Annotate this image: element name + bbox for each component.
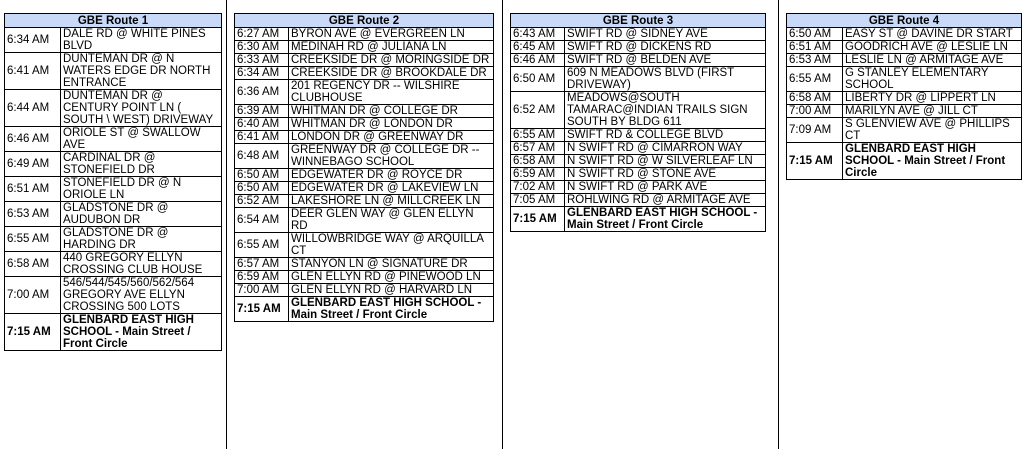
stop-location: GLEN ELLYN RD @ HARVARD LN (289, 284, 494, 297)
stop-row (787, 92, 1022, 105)
stop-time: 6:34 AM (235, 67, 289, 80)
stop-row (235, 195, 494, 208)
stop-row (787, 67, 1022, 92)
stop-location: GOODRICH AVE @ LESLIE LN (843, 41, 1022, 54)
stop-location: STANYON LN @ SIGNATURE DR (289, 258, 494, 271)
stop-row (511, 92, 766, 129)
stop-row (235, 271, 494, 284)
stop-location: GLEN ELLYN RD @ PINEWOOD LN (289, 271, 494, 284)
stop-time: 7:15 AM (5, 314, 61, 351)
stop-location: DALE RD @ WHITE PINES BLVD (61, 28, 222, 53)
stop-time: 7:00 AM (5, 277, 61, 314)
stop-location: DUNTEMAN DR @ N WATERS EDGE DR NORTH ENTRANCE (61, 53, 222, 90)
stop-row (235, 54, 494, 67)
stop-time: 7:15 AM (511, 207, 565, 232)
route-2-table (234, 13, 494, 322)
stop-location: N SWIFT RD @ PARK AVE (565, 181, 766, 194)
stop-location: GREENWAY DR @ COLLEGE DR -- WINNEBAGO SCHOOL (289, 144, 494, 169)
stop-location: S GLENVIEW AVE @ PHILLIPS CT (843, 118, 1022, 143)
stop-row (235, 208, 494, 233)
stop-location: CARDINAL DR @ STONEFIELD DR (61, 152, 222, 177)
stop-time: 6:50 AM (235, 169, 289, 182)
stop-time: 6:55 AM (511, 129, 565, 142)
stop-row (235, 284, 494, 297)
stop-row (511, 194, 766, 207)
stop-location: 546/544/545/560/562/564 GREGORY AVE ELLYN CROSSING 500 LOTS (61, 277, 222, 314)
stop-row (511, 54, 766, 67)
stop-time: 7:05 AM (511, 194, 565, 207)
stop-location: N SWIFT RD @ STONE AVE (565, 168, 766, 181)
stop-location: GLADSTONE DR @ AUDUBON DR (61, 202, 222, 227)
stop-row (511, 41, 766, 54)
stop-time: 6:50 AM (235, 182, 289, 195)
stop-location: GLENBARD EAST HIGH SCHOOL - Main Street / Front Circle (61, 314, 222, 351)
stop-location: 609 N MEADOWS BLVD (FIRST DRIVEWAY) (565, 67, 766, 92)
stop-location: EDGEWATER DR @ ROYCE DR (289, 169, 494, 182)
stop-row (235, 41, 494, 54)
stop-location: CREEKSIDE DR @ MORINGSIDE DR (289, 54, 494, 67)
stop-row (5, 152, 222, 177)
stop-time: 6:53 AM (5, 202, 61, 227)
stop-time: 6:33 AM (235, 54, 289, 67)
stop-row (5, 277, 222, 314)
column-separator (226, 0, 227, 449)
stop-time: 6:55 AM (787, 67, 843, 92)
stop-row (235, 131, 494, 144)
stop-location: 201 REGENCY DR -- WILSHIRE CLUBHOUSE (289, 80, 494, 105)
stop-time: 6:50 AM (511, 67, 565, 92)
stop-row (511, 142, 766, 155)
stop-row (5, 314, 222, 351)
stop-row (511, 155, 766, 168)
stop-location: DUNTEMAN DR @ CENTURY POINT LN ( SOUTH \ WEST) DRIVEWAY (61, 90, 222, 127)
stop-row (787, 118, 1022, 143)
stop-location: SWIFT RD @ BELDEN AVE (565, 54, 766, 67)
stop-row (235, 105, 494, 118)
route-title: GBE Route 1 (5, 14, 222, 28)
stop-time: 6:57 AM (511, 142, 565, 155)
stop-time: 6:58 AM (5, 252, 61, 277)
stop-location: GLENBARD EAST HIGH SCHOOL - Main Street / Front Circle (565, 207, 766, 232)
stop-row (5, 227, 222, 252)
route-title: GBE Route 3 (511, 14, 766, 28)
stop-time: 6:34 AM (5, 28, 61, 53)
stop-location: BYRON AVE @ EVERGREEN LN (289, 28, 494, 41)
stop-location: MEDINAH RD @ JULIANA LN (289, 41, 494, 54)
stop-row (235, 169, 494, 182)
stop-location: DEER GLEN WAY @ GLEN ELLYN RD (289, 208, 494, 233)
stop-row (511, 28, 766, 41)
stop-location: WHITMAN DR @ COLLEGE DR (289, 105, 494, 118)
stop-time: 6:46 AM (5, 127, 61, 152)
stop-time: 7:00 AM (235, 284, 289, 297)
stop-time: 6:55 AM (235, 233, 289, 258)
column-separator (502, 0, 503, 449)
stop-location: SWIFT RD @ SIDNEY AVE (565, 28, 766, 41)
stop-row (5, 90, 222, 127)
stop-row (235, 144, 494, 169)
stop-time: 6:59 AM (511, 168, 565, 181)
stop-row (235, 258, 494, 271)
stop-time: 6:27 AM (235, 28, 289, 41)
stop-location: EASY ST @ DAVINE DR START (843, 28, 1022, 41)
stop-row (5, 53, 222, 90)
stop-row (235, 67, 494, 80)
stop-location: WILLOWBRIDGE WAY @ ARQUILLA CT (289, 233, 494, 258)
stop-location: ROHLWING RD @ ARMITAGE AVE (565, 194, 766, 207)
stop-location: 440 GREGORY ELLYN CROSSING CLUB HOUSE (61, 252, 222, 277)
stop-time: 6:46 AM (511, 54, 565, 67)
route-4-table (786, 13, 1022, 180)
stop-row (235, 297, 494, 322)
stop-row (511, 181, 766, 194)
stop-time: 6:39 AM (235, 105, 289, 118)
stop-time: 6:43 AM (511, 28, 565, 41)
stop-location: MARILYN AVE @ JILL CT (843, 105, 1022, 118)
stop-time: 6:44 AM (5, 90, 61, 127)
stop-location: N SWIFT RD @ W SILVERLEAF LN (565, 155, 766, 168)
stop-row (787, 28, 1022, 41)
stop-time: 7:09 AM (787, 118, 843, 143)
stop-time: 6:48 AM (235, 144, 289, 169)
stop-time: 6:59 AM (235, 271, 289, 284)
stop-row (235, 28, 494, 41)
route-1-table (4, 13, 222, 351)
stop-location: LESLIE LN @ ARMITAGE AVE (843, 54, 1022, 67)
stop-time: 6:30 AM (235, 41, 289, 54)
stop-time: 6:54 AM (235, 208, 289, 233)
stop-time: 6:53 AM (787, 54, 843, 67)
stop-row (511, 168, 766, 181)
stop-time: 6:50 AM (787, 28, 843, 41)
stop-location: SWIFT RD & COLLEGE BLVD (565, 129, 766, 142)
stop-location: GLENBARD EAST HIGH SCHOOL - Main Street / Front Circle (289, 297, 494, 322)
stop-time: 6:41 AM (235, 131, 289, 144)
stop-location: LAKESHORE LN @ MILLCREEK LN (289, 195, 494, 208)
stop-row (5, 28, 222, 53)
stop-row (787, 143, 1022, 180)
stop-row (5, 252, 222, 277)
stop-time: 6:40 AM (235, 118, 289, 131)
stop-time: 6:52 AM (235, 195, 289, 208)
stop-time: 6:51 AM (787, 41, 843, 54)
stop-location: GLADSTONE DR @ HARDING DR (61, 227, 222, 252)
stop-row (5, 202, 222, 227)
stop-row (787, 105, 1022, 118)
stop-location: G STANLEY ELEMENTARY SCHOOL (843, 67, 1022, 92)
stop-time: 6:58 AM (787, 92, 843, 105)
stop-row (5, 127, 222, 152)
stop-location: WHITMAN DR @ LONDON DR (289, 118, 494, 131)
stop-location: ORIOLE ST @ SWALLOW AVE (61, 127, 222, 152)
stop-location: LONDON DR @ GREENWAY DR (289, 131, 494, 144)
stop-row (787, 54, 1022, 67)
stop-location: EDGEWATER DR @ LAKEVIEW LN (289, 182, 494, 195)
stop-row (5, 177, 222, 202)
stop-row (235, 118, 494, 131)
route-title: GBE Route 4 (787, 14, 1022, 28)
stop-time: 6:52 AM (511, 92, 565, 129)
stop-location: MEADOWS@SOUTH TAMARAC@INDIAN TRAILS SIGN SOUTH BY BLDG 611 (565, 92, 766, 129)
stop-time: 6:49 AM (5, 152, 61, 177)
stop-row (235, 80, 494, 105)
stop-location: GLENBARD EAST HIGH SCHOOL - Main Street / Front Circle (843, 143, 1022, 180)
stop-row (511, 129, 766, 142)
stop-time: 7:15 AM (235, 297, 289, 322)
route-3-table (510, 13, 766, 232)
stop-time: 7:02 AM (511, 181, 565, 194)
stop-time: 6:51 AM (5, 177, 61, 202)
stop-row (511, 207, 766, 232)
stop-time: 6:55 AM (5, 227, 61, 252)
stop-row (235, 182, 494, 195)
stop-location: STONEFIELD DR @ N ORIOLE LN (61, 177, 222, 202)
stop-time: 6:57 AM (235, 258, 289, 271)
stop-location: LIBERTY DR @ LIPPERT LN (843, 92, 1022, 105)
stop-time: 6:45 AM (511, 41, 565, 54)
stop-time: 6:58 AM (511, 155, 565, 168)
stop-time: 6:41 AM (5, 53, 61, 90)
stop-row (511, 67, 766, 92)
column-separator (778, 0, 779, 449)
stop-time: 7:15 AM (787, 143, 843, 180)
stop-row (235, 233, 494, 258)
stop-location: CREEKSIDE DR @ BROOKDALE DR (289, 67, 494, 80)
stop-time: 7:00 AM (787, 105, 843, 118)
stop-location: N SWIFT RD @ CIMARRON WAY (565, 142, 766, 155)
stop-time: 6:36 AM (235, 80, 289, 105)
stop-location: SWIFT RD @ DICKENS RD (565, 41, 766, 54)
stop-row (787, 41, 1022, 54)
route-title: GBE Route 2 (235, 14, 494, 28)
